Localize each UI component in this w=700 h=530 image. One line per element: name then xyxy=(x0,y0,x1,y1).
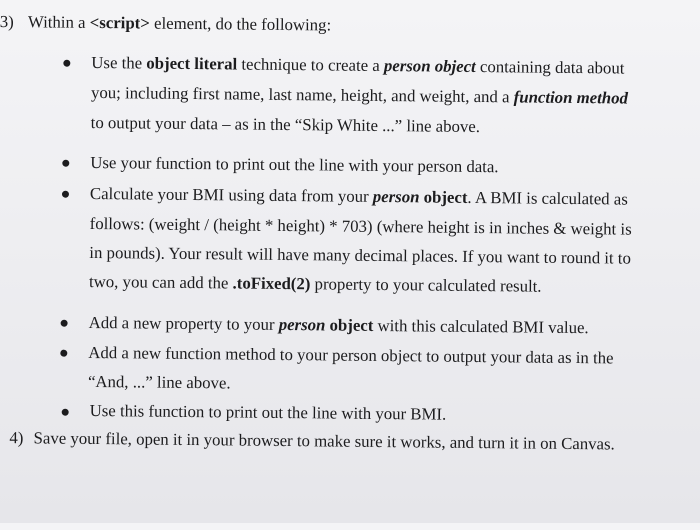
bullet-4-marker xyxy=(61,320,68,327)
bullet-2-marker xyxy=(62,160,69,167)
bullet-3-marker xyxy=(62,191,69,198)
item-3-intro-a: Within a xyxy=(27,12,90,32)
bullet-5-line-1: Add a new function method to your person object to output your data as in the xyxy=(88,342,614,368)
bullet-2-line-1: Use your function to print out the line with your person data. xyxy=(90,152,499,177)
bullet-5-marker xyxy=(60,350,67,357)
item-4-number: 4) xyxy=(9,428,24,448)
script-tag-text: <script> xyxy=(89,12,150,33)
bullet-6-line-1: Use this function to print out the line with your BMI. xyxy=(89,400,447,424)
bullet-1-line-2: you; including first name, last name, height, and weight, and a function method xyxy=(90,82,629,108)
bullet-4-line-1: Add a new property to your person object with this calculated BMI value. xyxy=(88,312,589,338)
bullet-3-line-3: in pounds). Your result will have many decimal places. If you want to round it to xyxy=(89,242,632,268)
item-3-intro-b: element, do the following: xyxy=(149,13,332,35)
item-4-line xyxy=(9,428,615,454)
bullet-3-line-4: two, you can add the .toFixed(2) property to your calculated result. xyxy=(88,271,542,296)
item-4-text: Save your file, open it in your browser to make sure it works, and turn it in on Canvas. xyxy=(33,428,615,454)
bullet-3-line-2: follows: (weight / (height * height) * 703) (where height is in inches & weight is xyxy=(89,213,632,239)
bullet-3-line-1: Calculate your BMI using data from your person object. A BMI is calculated as xyxy=(89,183,628,209)
bullet-1-line-1: Use the object literal technique to create a person object containing data about xyxy=(91,52,625,78)
bullet-1-line-3: to output your data – as in the “Skip White ...” line above. xyxy=(90,112,481,137)
bullet-5-line-2: “And, ...” line above. xyxy=(87,371,231,393)
item-3-number: 3) xyxy=(0,11,14,32)
item-3-heading xyxy=(0,12,331,35)
bullet-1-marker xyxy=(63,60,70,67)
bullet-6-marker xyxy=(62,409,69,416)
